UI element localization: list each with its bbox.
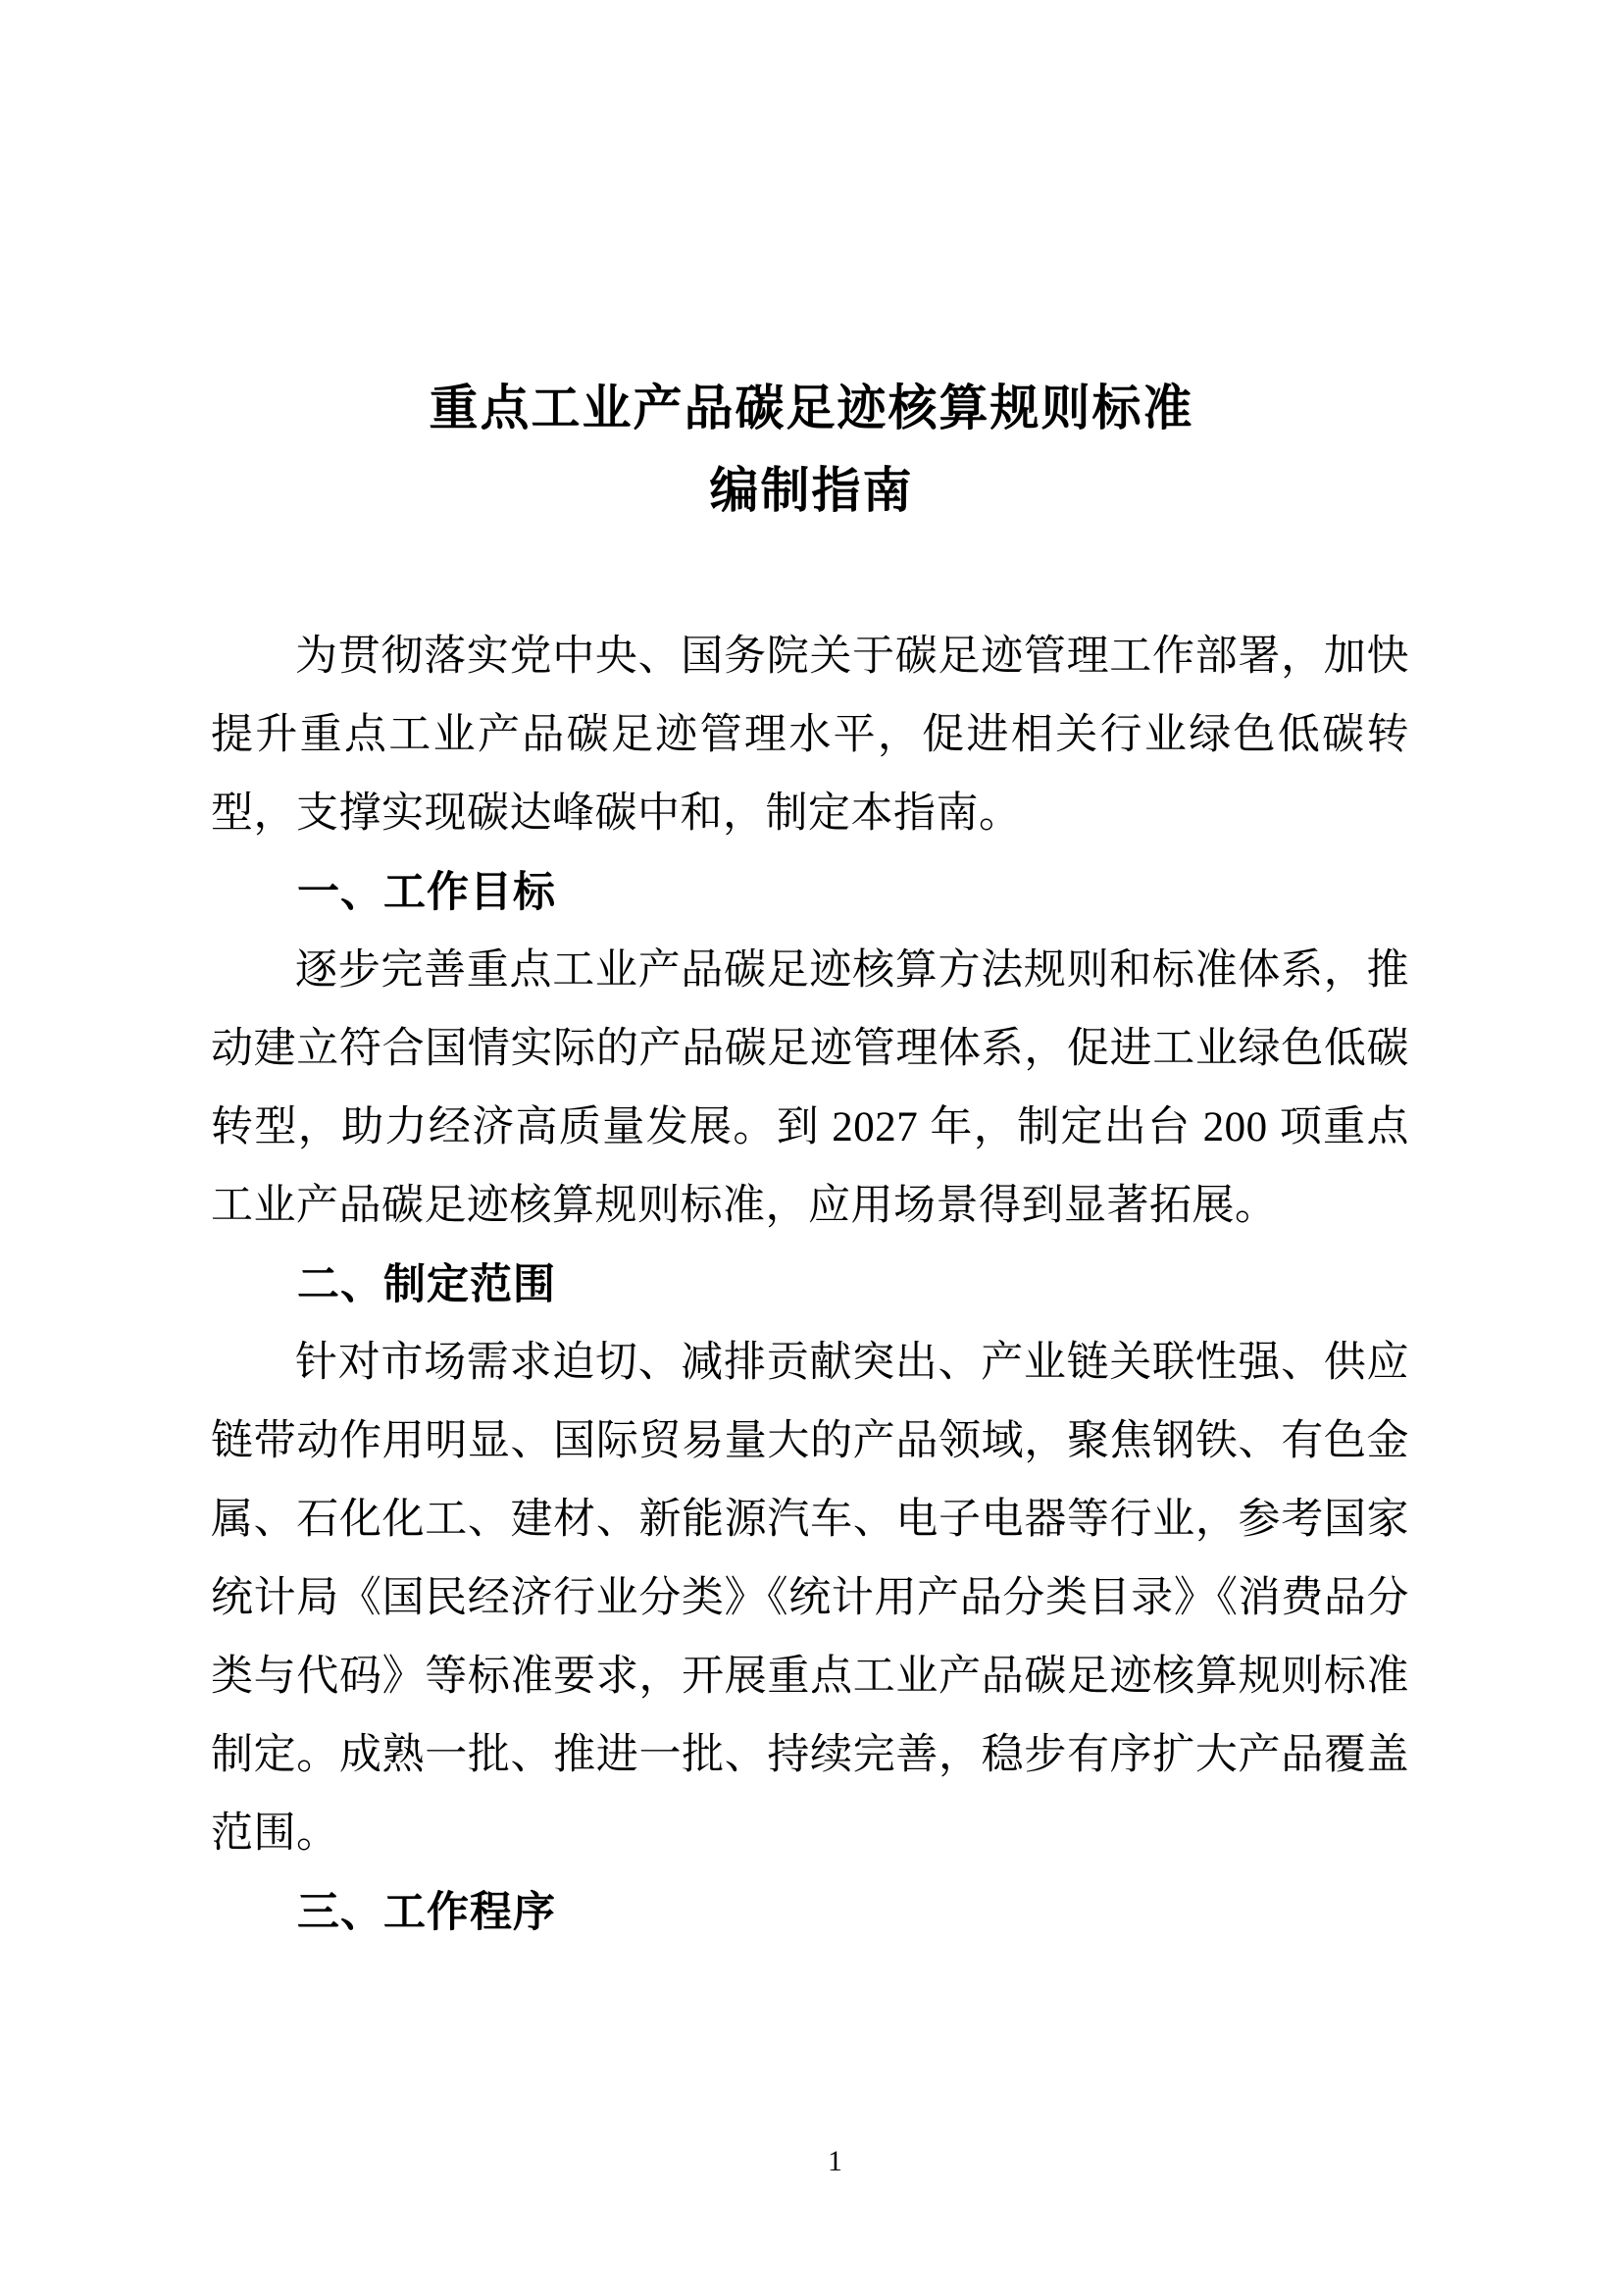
page-number: 1 <box>828 2145 842 2177</box>
paragraph-preamble: 为贯彻落实党中央、国务院关于碳足迹管理工作部署，加快提升重点工业产品碳足迹管理水平，促进相关行业绿色低碳转型，支撑实现碳达峰碳中和，制定本指南。 <box>211 634 1409 837</box>
title-line-1: 重点工业产品碳足迹核算规则标准 <box>429 381 1194 435</box>
paragraph-scope: 针对市场需求迫切、减排贡献突出、产业链关联性强、供应链带动作用明显、国际贸易量大的产品领域，聚焦钢铁、有色金属、石化化工、建材、新能源汽车、电子电器等行业，参考国家统计局《国民经济行业分类》《统计用产品分类目录》《消费品分类与代码》等标准要求，开展重点工业产品碳足迹核算规则标准制定。成熟一批、推进一批、持续完善，稳步有序扩大产品覆盖范围。 <box>211 1340 1409 1857</box>
heading-work-goals: 一、工作目标 <box>297 869 556 916</box>
document-body <box>211 618 1409 1952</box>
heading-procedure: 三、工作程序 <box>297 1889 556 1936</box>
document-title <box>0 0 1623 532</box>
heading-scope: 二、制定范围 <box>297 1261 556 1308</box>
paragraph-work-goals: 逐步完善重点工业产品碳足迹核算方法规则和标准体系，推动建立符合国情实际的产品碳足迹管理体系，促进工业绿色低碳转型，助力经济高质量发展。到 2027 年，制定出台 200 项重点工业产品碳足迹核算规则标准，应用场景得到显著拓展。 <box>211 947 1409 1229</box>
title-line-2: 编制指南 <box>709 463 914 518</box>
